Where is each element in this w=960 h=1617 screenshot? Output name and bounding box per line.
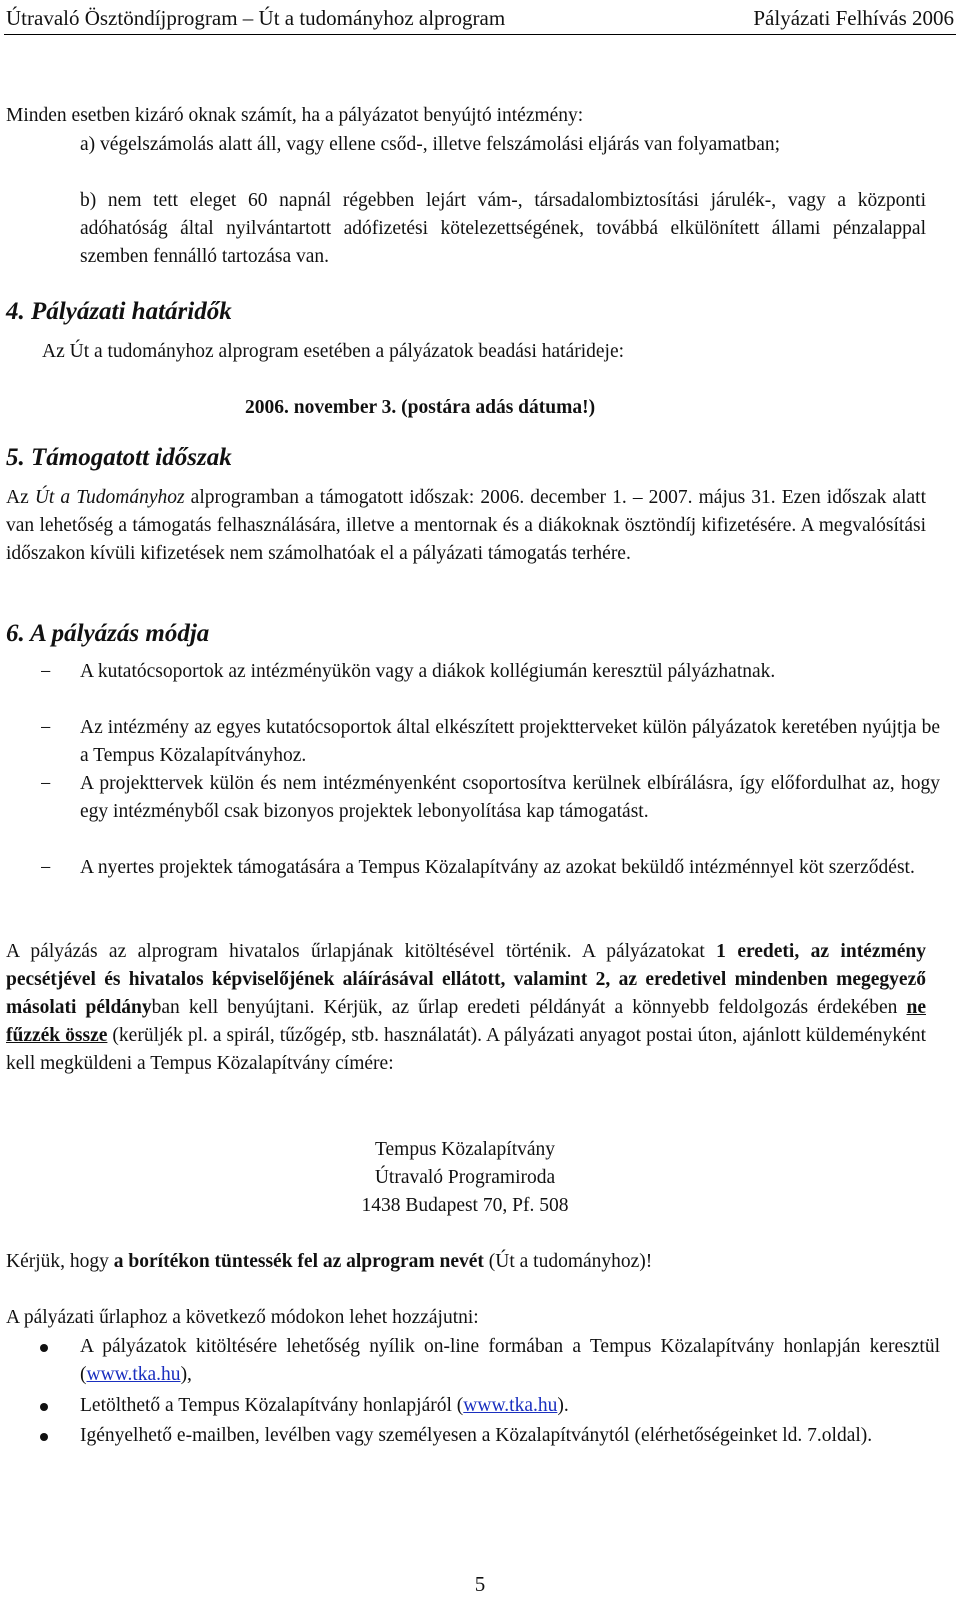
bullet-icon [40, 1433, 48, 1441]
section-6-heading: 6. A pályázás módja [6, 620, 210, 647]
exclusion-item-a: a) végelszámolás alatt áll, vagy ellene csőd-, illetve felszámolási eljárás van folyamatban; [80, 134, 781, 155]
envelope-text-1: Kérjük, hogy [6, 1251, 114, 1272]
list-item-text: Igényelhető e-mailben, levélben vagy személyesen a Közalapítványtól (elérhetőségeinket ld. 7.oldal). [80, 1425, 873, 1446]
tka-link[interactable]: www.tka.hu [463, 1395, 558, 1416]
access-intro: A pályázati űrlaphoz a következő módokon lehet hozzájutni: [6, 1307, 479, 1328]
header-call-title: Pályázati Felhívás 2006 [753, 6, 954, 30]
envelope-text-2: (Út a tudományhoz)! [483, 1251, 653, 1272]
section-5-text-prefix: Az [6, 487, 35, 508]
tka-link[interactable]: www.tka.hu [86, 1364, 181, 1385]
bullet-icon [40, 1403, 48, 1411]
exclusion-item-b: b) nem tett eleget 60 napnál régebben lejárt vám-, társadalombiztosítási járulék-, vagy a központi adóhatóság által nyilvántartott adófizetési kötelezettségének, továbbá elkülönített állami pénzalappal szemben fennálló tartozása van. [80, 190, 926, 267]
list-item-text: Az intézmény az egyes kutatócsoportok által elkészített projektterveket külön pályázatok keretében nyújtja be a Tempus Közalapítványhoz. [80, 717, 940, 766]
section-4-heading: 4. Pályázati határidők [6, 298, 232, 325]
address-line-3: 1438 Budapest 70, Pf. 508 [361, 1195, 569, 1216]
submission-text-2: ban kell benyújtani. Kérjük, az űrlap eredeti példányát a könnyebb feldolgozás érdekében [151, 997, 907, 1018]
section-4-deadline: 2006. november 3. (postára adás dátuma!) [245, 397, 596, 418]
section-5-heading: 5. Támogatott időszak [6, 444, 232, 471]
dash-marker: − [40, 661, 52, 683]
bullet-icon [40, 1344, 48, 1352]
list-item-text: A nyertes projektek támogatására a Tempus Közalapítvány az azokat beküldő intézménnyel köt szerződést. [80, 857, 915, 878]
list-item-text: Letölthető a Tempus Közalapítvány honlapjáról (www.tka.hu). [80, 1395, 569, 1416]
section-5-program-name: Út a Tudományhoz [34, 487, 185, 508]
submission-text-1: A pályázás az alprogram hivatalos űrlapjának kitöltésével történik. A pályázatokat [6, 941, 717, 962]
envelope-note [6, 1248, 926, 1276]
submission-bold-copies: 1 eredeti, az intézmény pecsétjével és hivatalos képviselőjének aláírásával ellátott, valamint 2, az eredetivel mindenben megegyező másolati példány [6, 941, 926, 1018]
list-item-text: A pályázatok kitöltésére lehetőség nyílik on-line formában a Tempus Közalapítvány honlapján keresztül (www.tka.hu), [80, 1336, 940, 1385]
dash-marker: − [40, 857, 52, 879]
dash-marker: − [40, 717, 52, 739]
submission-paragraph [6, 938, 926, 1078]
section-5-text [6, 484, 926, 568]
section-4-text: Az Út a tudományhoz alprogram esetében a pályázatok beadási határideje: [42, 341, 625, 362]
dash-marker: − [40, 773, 52, 795]
list-item-text: A projekttervek külön és nem intézményenként csoportosítva kerülnek elbírálásra, így előfordulhat az, hogy egy intézményből csak bizonyos projektek lebonyolítása kap támogatást. [80, 773, 940, 822]
header-program-title: Útravaló Ösztöndíjprogram – Út a tudományhoz alprogram [6, 6, 506, 30]
envelope-bold: a borítékon tüntessék fel az alprogram nevét [113, 1251, 484, 1272]
list-item-text: A kutatócsoportok az intézményükön vagy a diákok kollégiumán keresztül pályázhatnak. [80, 661, 776, 682]
submission-text-3: (kerüljék pl. a spirál, tűzőgép, stb. használatát). A pályázati anyagot postai úton, ajánlott küldeményként kell megküldeni a Tempus Közalapítvány címére: [6, 1025, 926, 1074]
submission-do-not-bind: ne fűzzék össze [6, 997, 926, 1046]
address-line-2: Útravaló Programiroda [374, 1167, 556, 1188]
address-line-1: Tempus Közalapítvány [374, 1139, 556, 1160]
page-header [4, 2, 956, 35]
exclusion-intro: Minden esetben kizáró oknak számít, ha a pályázatot benyújtó intézmény: [6, 105, 584, 126]
page-number: 5 [474, 1572, 486, 1596]
section-5-text-rest: alprogramban a támogatott időszak: 2006. december 1. – 2007. május 31. Ezen időszak alatt van lehetőség a támogatás felhasználására, illetve a mentornak és a diákoknak ösztöndíj kifizetésére. A megvalósítási időszakon kívüli kifizetések nem számolhatóak el a pályázati támogatás terhére. [6, 487, 926, 564]
